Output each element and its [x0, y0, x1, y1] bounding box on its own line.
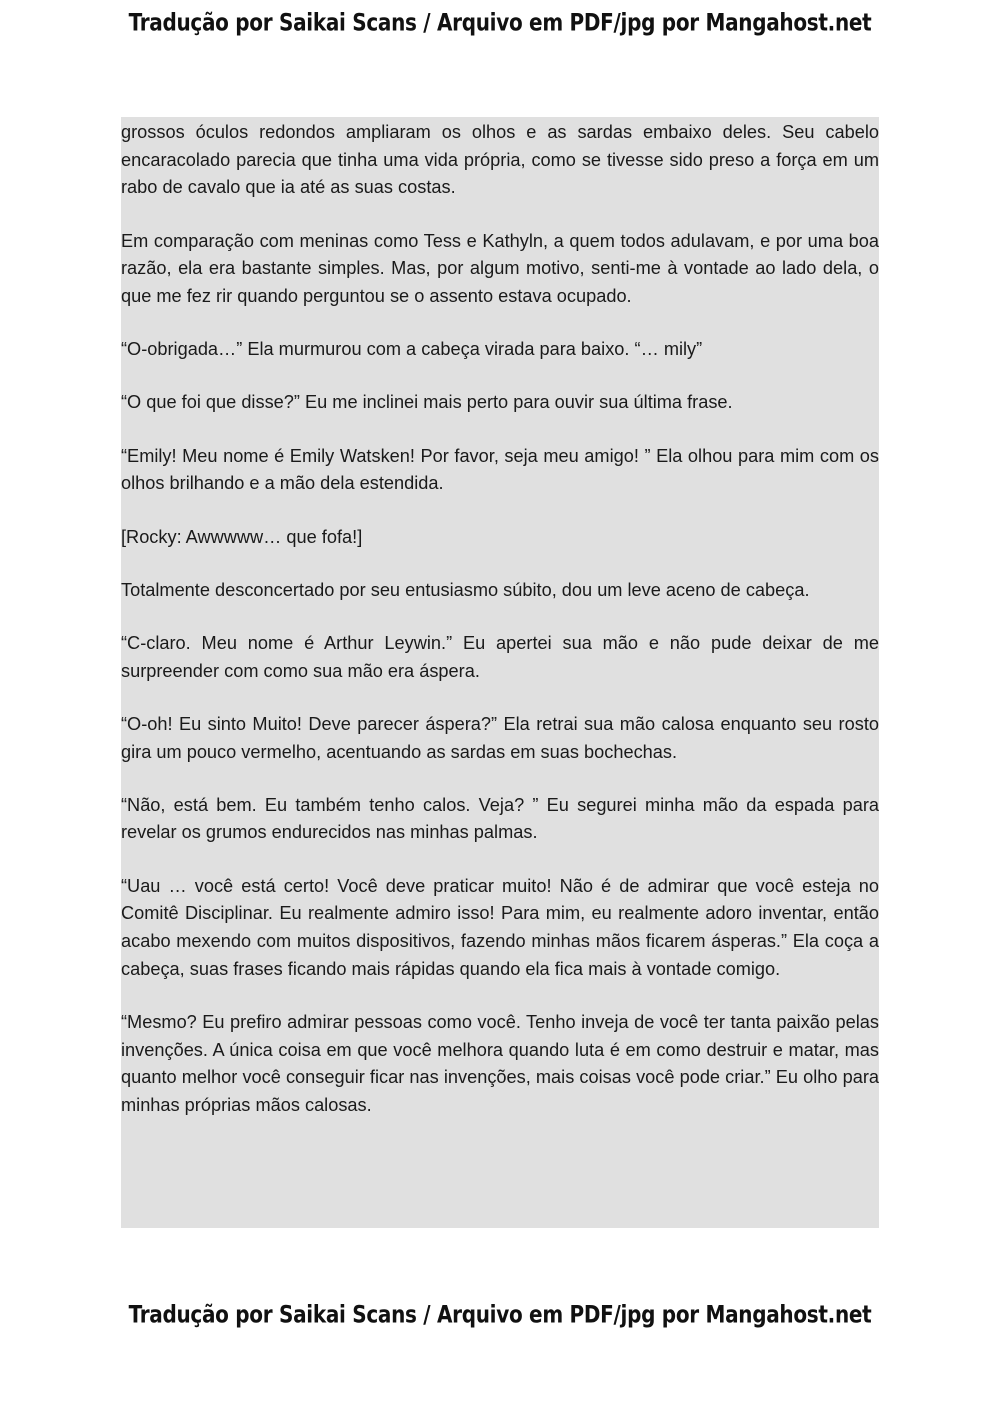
- paragraph: grossos óculos redondos ampliaram os olhos e as sardas embaixo deles. Seu cabelo encaracolado parecia que tinha uma vida própria, como se tivesse sido preso a força em um rabo de cavalo que ia até as suas costas.: [121, 122, 879, 198]
- paragraph: “O-obrigada…” Ela murmurou com a cabeça virada para baixo. “… mily”: [121, 339, 703, 360]
- paragraph: Em comparação com meninas como Tess e Kathyln, a quem todos adulavam, e por uma boa razão, ela era bastante simples. Mas, por algum motivo, senti-me à vontade ao lado dela, o que me fez rir quando perguntou se o assento estava ocupado.: [121, 230, 879, 307]
- paragraph: “Emily! Meu nome é Emily Watsken! Por favor, seja meu amigo! ” Ela olhou para mim com os olhos brilhando e a mão dela estendida.: [121, 445, 879, 494]
- footer-banner: Tradução por Saikai Scans / Arquivo em PDF/jpg por Mangahost.net: [128, 1299, 872, 1329]
- paragraph: “O que foi que disse?” Eu me inclinei mais perto para ouvir sua última frase.: [121, 392, 733, 413]
- paragraph: “Mesmo? Eu prefiro admirar pessoas como você. Tenho inveja de você ter tanta paixão pelas invenções. A única coisa em que você melhora quando luta é em como destruir e matar, mas quanto melhor você conseguir ficar nas invenções, mais coisas você pode criar.” Eu olho para minhas próprias mãos calosas.: [121, 1011, 879, 1116]
- text-block: [121, 117, 879, 1228]
- paragraph: Totalmente desconcertado por seu entusiasmo súbito, dou um leve aceno de cabeça.: [121, 579, 810, 600]
- paragraph: “C-claro. Meu nome é Arthur Leywin.” Eu apertei sua mão e não pude deixar de me surpreender com como sua mão era áspera.: [121, 632, 879, 681]
- header-banner: Tradução por Saikai Scans / Arquivo em PDF/jpg por Mangahost.net: [128, 7, 872, 37]
- paragraph: “Não, está bem. Eu também tenho calos. Veja? ” Eu segurei minha mão da espada para revelar os grumos endurecidos nas minhas palmas.: [121, 794, 879, 843]
- paragraph: “O-oh! Eu sinto Muito! Deve parecer áspera?” Ela retrai sua mão calosa enquanto seu rosto gira um pouco vermelho, acentuando as sardas em suas bochechas.: [121, 713, 879, 762]
- paragraph: [Rocky: Awwwww… que fofa!]: [121, 526, 363, 547]
- paragraph: “Uau … você está certo! Você deve praticar muito! Não é de admirar que você esteja no Comitê Disciplinar. Eu realmente admiro isso! Para mim, eu realmente adoro inventar, então acabo mexendo com muitos dispositivos, fazendo minhas mãos ficarem ásperas.” Ela coça a cabeça, suas frases ficando mais rápidas quando ela fica mais à vontade comigo.: [121, 875, 879, 979]
